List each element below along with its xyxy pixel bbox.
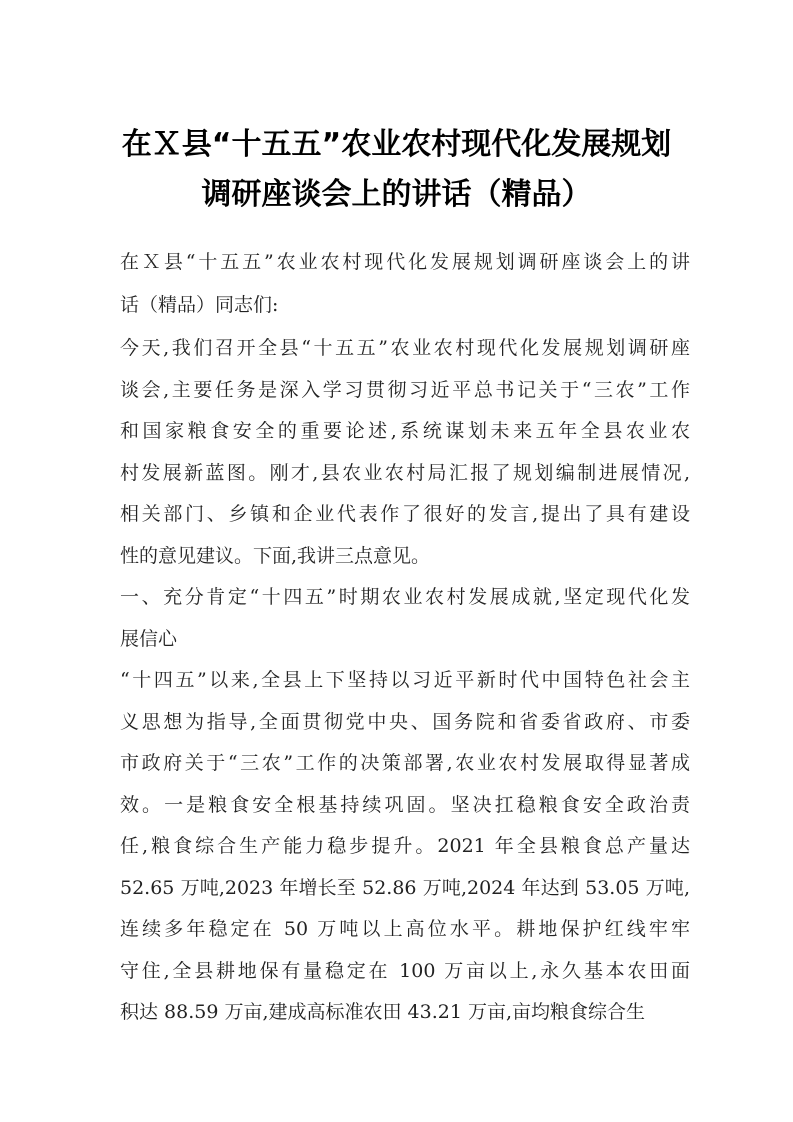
intro-title-repeat-line: 在Ｘ县“十五五”农业农村现代化发展规划调研座谈会上的讲 <box>120 251 690 273</box>
section-one-body-line: 市政府关于“三农”工作的决策部署,农业农村发展取得显著成 <box>120 752 690 774</box>
opening-line: 谈会,主要任务是深入学习贯彻习近平总书记关于“三农”工作 <box>120 378 690 401</box>
opening-line: 和国家粮食安全的重要论述,系统谋划未来五年全县农业农 <box>120 420 690 442</box>
section-one-body-line: 义思想为指导,全面贯彻党中央、国务院和省委省政府、市委 <box>120 710 690 733</box>
opening-line: 相关部门、乡镇和企业代表作了很好的发言,提出了具有建设 <box>120 503 690 525</box>
section-one-body-line: 任,粮食综合生产能力稳步提升。2021 年全县粮食总产量达 <box>120 835 690 857</box>
section-one-body-line: 积达 88.59 万亩,建成高标准农田 43.21 万亩,亩均粮食综合生 <box>120 1001 646 1023</box>
opening-line: 今天,我们召开全县“十五五”农业农村现代化发展规划调研座 <box>120 337 690 359</box>
opening-line: 村发展新蓝图。刚才,县农业农村局汇报了规划编制进展情况, <box>120 461 690 484</box>
document-title-line-1: 在Ｘ县“十五五”农业农村现代化发展规划 <box>121 127 672 162</box>
opening-line: 性的意见建议。下面,我讲三点意见。 <box>120 544 431 567</box>
section-one-body-line: “十四五”以来,全县上下坚持以习近平新时代中国特色社会主 <box>120 669 690 691</box>
section-one-body-line: 守住,全县耕地保有量稳定在 100 万亩以上,永久基本农田面 <box>120 959 690 982</box>
section-one-heading-line: 展信心 <box>120 627 178 650</box>
section-one-body-line: 连续多年稳定在 50 万吨以上高位水平。耕地保护红线牢牢 <box>120 918 690 940</box>
document-title-line-2: 调研座谈会上的讲话（精品） <box>201 177 592 212</box>
section-one-body-line: 52.65 万吨,2023 年增长至 52.86 万吨,2024 年达到 53.05 万吨, <box>120 876 690 899</box>
section-one-body-line: 效。一是粮食安全根基持续巩固。坚决扛稳粮食安全政治责 <box>120 793 690 816</box>
intro-title-repeat-line: 话（精品）同志们: <box>120 294 279 316</box>
section-one-heading-line: 一、充分肯定“十四五”时期农业农村发展成就,坚定现代化发 <box>120 586 690 608</box>
